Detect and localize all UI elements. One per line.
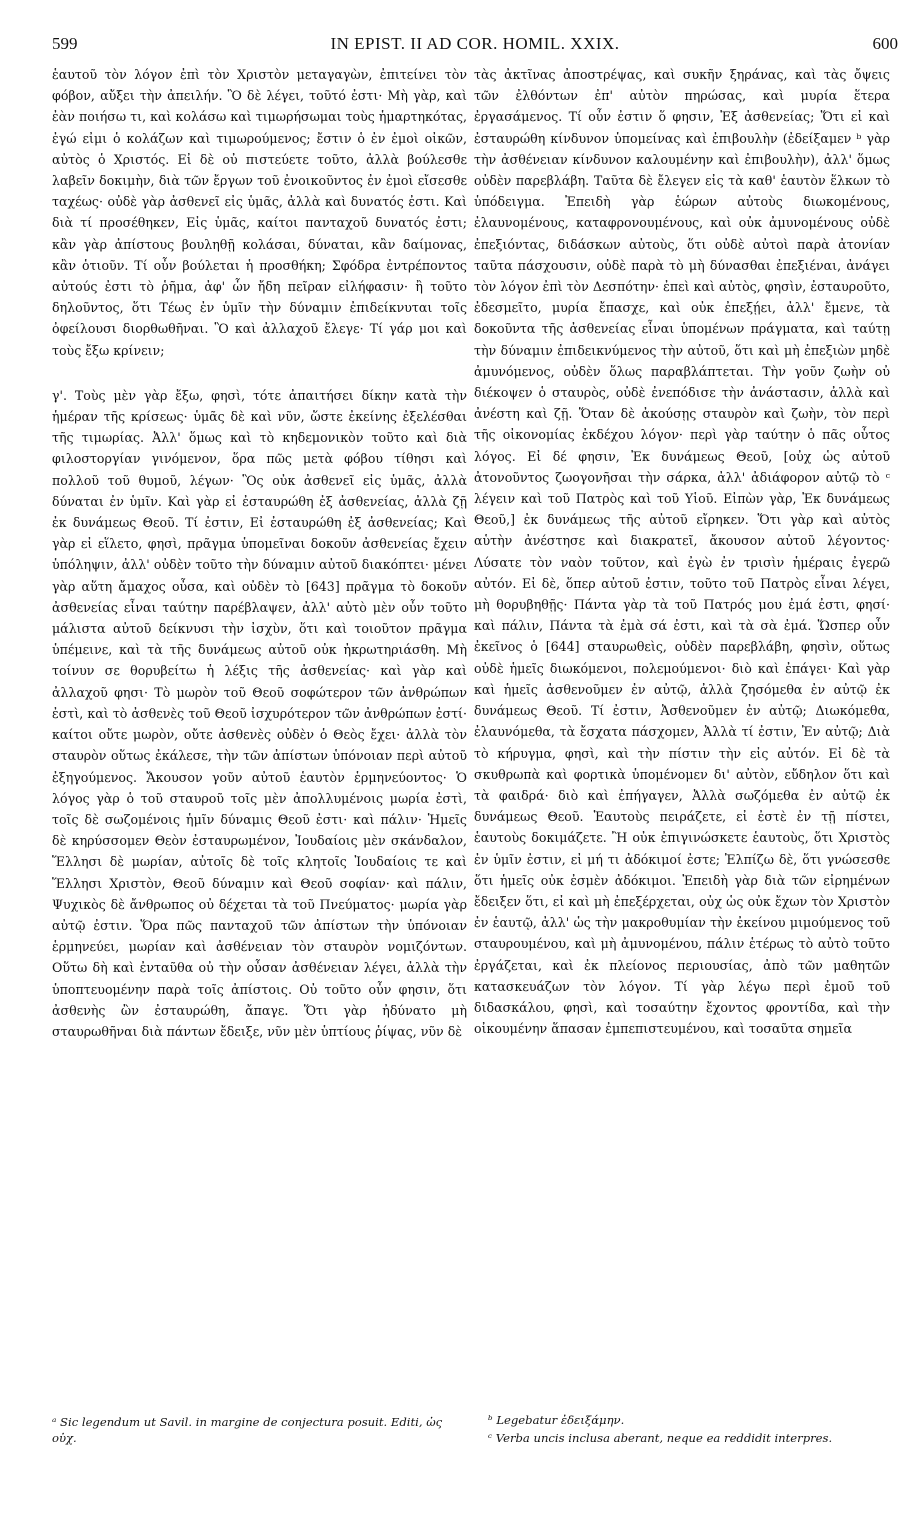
left-column [52,64,467,1042]
footnote-c: ᶜ Verba uncis inclusa aberant, neque ea reddidit interpres. [488,1431,833,1445]
paragraph: ἑαυτοῦ τὸν λόγον ἐπὶ τὸν Χριστὸν μεταγαγὼν, ἐπιτείνει τὸν φόβον, αὔξει τὴν ἀπειλήν. Ὃ δὲ λέγει, τοῦτό ἐστι· Μὴ γὰρ, καὶ ἐὰν ποιήσω τι, καὶ κολάσω καὶ τιμωρήσωμαι τοὺς ἡμαρτηκότας, ἐγώ εἰμι ὁ κολάζων καὶ τιμωρούμενος; ἔστιν ὁ ἐν ἐμοὶ οἰκῶν, αὐτὸς ὁ Χριστός. Εἰ δὲ οὐ πιστεύετε τοῦτο, ἀλλὰ βούλεσθε λαβεῖν δοκιμὴν, διὰ τῶν ἔργων τοῦ ἐνοικοῦντος ἐν ἐμοὶ εἴσεσθε ταχέως· οὐδὲ γὰρ ἀσθενεῖ εἰς ὑμᾶς, ἀλλὰ καὶ δυνατός ἐστι. Καὶ διὰ τί προσέθηκεν, Εἰς ὑμᾶς, καίτοι πανταχοῦ δυνατός ἐστι; κἂν γὰρ ἀπίστους βουληθῇ κολάσαι, δύναται, κἂν δαίμονας, κἂν ὁτιοῦν. Τί οὖν βούλεται ἡ προσθήκη; Σφόδρα ἐντρέποντος αὐτούς ἐστι τὸ ῥῆμα, ἀφ' ὧν ἤδη πεῖραν εἰλήφασιν· ἢ τοῦτο δηλοῦντος, ὅτι Τέως ἐν ὑμῖν τὴν δύναμιν ἐπιδείκνυται τοῖς ὀφείλουσι διορθωθῆναι. Ὃ καὶ ἀλλαχοῦ ἔλεγε· Τί γάρ μοι καὶ τοὺς ἔξω κρίνειν; [52,67,467,358]
right-column [474,64,890,1039]
section-gap [52,361,467,385]
paragraph: τὰς ἀκτῖνας ἀποστρέψας, καὶ συκῆν ξηράνας, καὶ τὰς ὄψεις τῶν ἐλθόντων ἐπ' αὐτὸν πηρώσας, καὶ μυρία ἕτερα ἐργασάμενος. Τί οὖν ἐστιν ὅ φησιν, Ἐξ ἀσθενείας; Ὅτι εἰ καὶ ἐσταυρώθη κίνδυνον ὑπομείνας καὶ ἐπιβουλὴν (ἐδείξαμεν ᵇ γὰρ τὴν ἀσθένειαν κίνδυνον καλουμένην καὶ ἐπιβουλὴν), ἀλλ' ὅμως οὐδὲν παρεβλάβη. Ταῦτα δὲ ἔλεγεν εἰς τὰ καθ' ἑαυτὸν ἕλκων τὸ ὑπόδειγμα. Ἐπειδὴ γὰρ ἑώρων αὐτοὺς διωκομένους, ἐλαυνομένους, καταφρονουμένους, καὶ οὐκ ἀμυνομένους οὐδὲ ἐπεξιόντας, διδάσκων αὐτοὺς, ὅτι οὐδὲ αὐτοὶ παρὰ ἀτονίαν ταῦτα πάσχουσιν, οὐδὲ παρὰ τὸ μὴ δύνασθαι ἐπεξιέναι, ἀνάγει τὸν λόγον ἐπὶ τὸν Δεσπότην· ἐπεὶ καὶ αὐτὸς, φησὶν, ἐσταυροῦτο, ἐδεσμεῖτο, μυρία ἔπασχε, καὶ οὐκ ἐπεξῄει, ἀλλ' ἔμενε, τὰ δοκοῦντα τῆς ἀσθενείας εἶναι ὑπομένων πράγματα, καὶ ταύτῃ τὴν δύναμιν ἐπιδεικνύμενος τὴν αὐτοῦ, ὅτι καὶ μὴ ἐπεξιὼν μηδὲ ἀμυνόμενος, οὐδὲν ὅλως παραβλάπτεται. Τὴν γοῦν ζωὴν οὐ διέκοψεν ὁ σταυρὸς, οὐδὲ ἐνεπόδισε τὴν ἀνάστασιν, ἀλλὰ καὶ ἀνέστη καὶ ζῇ. Ὅταν δὲ ἀκούσῃς σταυρὸν καὶ ζωὴν, τὸν περὶ τῆς οἰκονομίας ἐκδέχου λόγον· περὶ γὰρ ταύτην ὁ πᾶς οὗτος λόγος. Εἰ δέ φησιν, Ἐκ δυνάμεως Θεοῦ, [οὐχ ὡς αὐτοῦ ἀτονοῦντος ζωογονῆσαι τὴν σάρκα, ἀλλ' ἀδιάφορον αὐτῷ τὸ ᶜ λέγειν καὶ τοῦ Πατρὸς καὶ τοῦ Υἱοῦ. Εἰπὼν γὰρ, Ἐκ δυνάμεως Θεοῦ,] ἐκ δυνάμεως τῆς αὐτοῦ εἴρηκεν. Ὅτι γὰρ καὶ αὐτὸς αὑτὴν ἀνέστησε καὶ διακρατεῖ, ἄκουσον αὐτοῦ λέγοντος· Λύσατε τὸν ναὸν τοῦτον, καὶ ἐγὼ ἐν τρισὶν ἡμέραις ἐγερῶ αὐτόν. Εἰ δὲ, ὅπερ αὐτοῦ ἐστιν, τοῦτο τοῦ Πατρὸς εἶναι λέγει, μὴ θορυβηθῇς· Πάντα γὰρ τὰ τοῦ Πατρός μου ἐμά ἐστι, φησί· καὶ πάλιν, Πάντα τὰ ἐμὰ σά ἐστι, καὶ τὰ σὰ ἐμά. Ὥσπερ οὖν ἐκεῖνος ὁ [644] σταυρωθεὶς, οὐδὲν παρεβλάβη, φησὶν, οὕτως οὐδὲ ἡμεῖς διωκόμενοι, πολεμούμενοι· διὸ καὶ ἐπάγει· Καὶ γὰρ καὶ ἡμεῖς ἀσθενοῦμεν ἐν αὐτῷ, ἀλλὰ ζησόμεθα ἐν αὐτῷ ἐκ δυνάμεως Θεοῦ. Τί ἐστιν, Ἀσθενοῦμεν ἐν αὐτῷ; Διωκόμεθα, ἐλαυνόμεθα, τὰ ἔσχατα πάσχομεν, Ἀλλὰ τί ἐστιν, Ἐν αὐτῷ; Διὰ τὸ κήρυγμα, φησὶ, καὶ τὴν πίστιν τὴν εἰς αὐτόν. Εἰ δὲ τὰ σκυθρωπὰ καὶ φορτικὰ ὑπομένομεν δι' αὐτὸν, εὔδηλον ὅτι καὶ τὰ φαιδρά· διὸ καὶ ἐπήγαγεν, Ἀλλὰ σωζόμεθα ἐν αὐτῷ ἐκ δυνάμεως Θεοῦ. Ἑαυτοὺς πειράζετε, εἰ ἐστὲ ἐν τῇ πίστει, ἑαυτοὺς δοκιμάζετε. Ἢ οὐκ ἐπιγινώσκετε ἑαυτοὺς, ὅτι Χριστὸς ἐν ὑμῖν ἐστιν, εἰ μή τι ἀδόκιμοί ἐστε; Ἐλπίζω δὲ, ὅτι γνώσεσθε ὅτι ἡμεῖς οὐκ ἐσμὲν ἀδόκιμοι. Ἐπειδὴ γὰρ διὰ τῶν εἰρημένων ἔδειξεν ὅτι, εἰ καὶ μὴ ἐπεξέρχεται, οὐχ ὡς οὐκ ἔχων τὸν Χριστὸν ἐν ἑαυτῷ, ἀλλ' ὡς τὴν μακροθυμίαν τὴν ἐκείνου μιμούμενος τοῦ σταυρουμένου, καὶ μὴ ἀμυνομένου, πάλιν ἑτέρως τὸ αὐτὸ τοῦτο ἐργάζεται, καὶ ἐκ πλείονος περιουσίας, ἀπὸ τῶν μαθητῶν κατασκευάζων τὸν λόγον. Τί γὰρ λέγω περὶ ἐμοῦ τοῦ διδασκάλου, φησὶ, καὶ τοσαύτην ἔχοντος φροντίδα, καὶ τὴν οἰκουμένην ἅπασαν ἐμπεπιστευμένου, καὶ τοσαῦτα σημεῖα [474,67,890,1037]
footnote-a: ᵃ Sic legendum ut Savil. in margine de conjectura posuit. Editi, ὡς οὐχ. [52,1415,443,1445]
running-title: IN EPIST. II AD COR. HOMIL. XXIX. [330,34,620,53]
page-number-left: 599 [52,34,78,53]
footnote-b: ᵇ Legebatur ἐδειξάμην. [488,1413,625,1427]
page-number-right: 600 [872,34,898,53]
footnotes-right [488,1412,888,1448]
paragraph: γ'. Τοὺς μὲν γὰρ ἔξω, φησὶ, τότε ἀπαιτήσει δίκην κατὰ τὴν ἡμέραν τῆς κρίσεως· ὑμᾶς δὲ καὶ νῦν, ὥστε ἐκείνης ἐξελέσθαι τῆς τιμωρίας. Ἀλλ' ὅμως καὶ τὸ κηδεμονικὸν τοῦτο καὶ διὰ φιλοστοργίαν γινόμενον, ὅρα πῶς μετὰ φόβου τίθησι καὶ πολλοῦ τοῦ θυμοῦ, λέγων· Ὃς οὐκ ἀσθενεῖ εἰς ὑμᾶς, ἀλλὰ δύναται ἐν ὑμῖν. Καὶ γὰρ εἰ ἐσταυρώθη ἐξ ἀσθενείας, ἀλλὰ ζῇ ἐκ δυνάμεως Θεοῦ. Τί ἐστιν, Εἰ ἐσταυρώθη ἐξ ἀσθενείας; Καὶ γὰρ εἰ εἵλετο, φησὶ, πρᾶγμα ὑπομεῖναι δοκοῦν ἀσθενείας ἔχειν ὑπόληψιν, ἀλλ' οὐδὲν τοῦτο τὴν δύναμιν αὐτοῦ διακόπτει· μένει γὰρ αὕτη ἄμαχος οὖσα, καὶ οὐδὲν τὸ [643] πρᾶγμα τὸ δοκοῦν ἀσθενείας εἶναι ταύτην παρέβλαψεν, ἀλλ' αὐτὸ μὲν οὖν τοῦτο μάλιστα αὐτοῦ δείκνυσι τὴν ἰσχὺν, ὅτι καὶ τοιοῦτον πρᾶγμα ὑπέμεινε, καὶ τὰ τῆς δυνάμεως αὐτοῦ οὐκ ἠκρωτηριάσθη. Μὴ τοίνυν σε θορυβείτω ἡ λέξις τῆς ἀσθενείας· καὶ γὰρ καὶ ἀλλαχοῦ φησι· Τὸ μωρὸν τοῦ Θεοῦ σοφώτερον τῶν ἀνθρώπων ἐστὶ, καὶ τὸ ἀσθενὲς τοῦ Θεοῦ ἰσχυρότερον τῶν ἀνθρώπων ἐστί· καίτοι οὔτε μωρὸν, οὔτε ἀσθενὲς οὐδὲν ὁ Θεὸς ἔχει· ἀλλὰ τὸν σταυρὸν οὕτως ἐκάλεσε, τὴν τῶν ἀπίστων ὑπόνοιαν περὶ αὐτοῦ ἐξηγούμενος. Ἄκουσον γοῦν αὐτοῦ ἑαυτὸν ἑρμηνεύοντος· Ὁ λόγος γὰρ ὁ τοῦ σταυροῦ τοῖς μὲν ἀπολλυμένοις μωρία ἐστὶ, τοῖς δὲ σωζομένοις ἡμῖν δύναμις Θεοῦ ἐστι· καὶ πάλιν· Ἡμεῖς δὲ κηρύσσομεν Θεὸν ἐσταυρωμένον, Ἰουδαίοις μὲν σκάνδαλον, Ἕλλησι δὲ μωρίαν, αὐτοῖς δὲ τοῖς κλητοῖς Ἰουδαίοις τε καὶ Ἕλλησι Χριστὸν, Θεοῦ δύναμιν καὶ Θεοῦ σοφίαν· καὶ πάλιν, Ψυχικὸς δὲ ἄνθρωπος οὐ δέχεται τὰ τοῦ Πνεύματος· μωρία γὰρ αὐτῷ ἐστιν. Ὅρα πῶς πανταχοῦ τῶν ἀπίστων τὴν ὑπόνοιαν ἑρμηνεύει, μωρίαν καὶ ἀσθένειαν τὸν σταυρὸν νομιζόντων. Οὕτω δὴ καὶ ἐνταῦθα οὐ τὴν οὖσαν ἀσθένειαν λέγει, ἀλλὰ τὴν ὑποπτευομένην παρὰ τοῖς ἀπίστοις. Οὐ τοῦτο οὖν φησιν, ὅτι ἀσθενὴς ὢν ἐσταυρώθη, ἄπαγε. Ὅτι γὰρ ἠδύνατο μὴ σταυρωθῆναι διὰ πάντων ἔδειξε, νῦν μὲν ὑπτίους ῥίψας, νῦν δὲ [52,387,467,1039]
running-header [52,34,898,58]
footnotes-left [52,1414,467,1448]
